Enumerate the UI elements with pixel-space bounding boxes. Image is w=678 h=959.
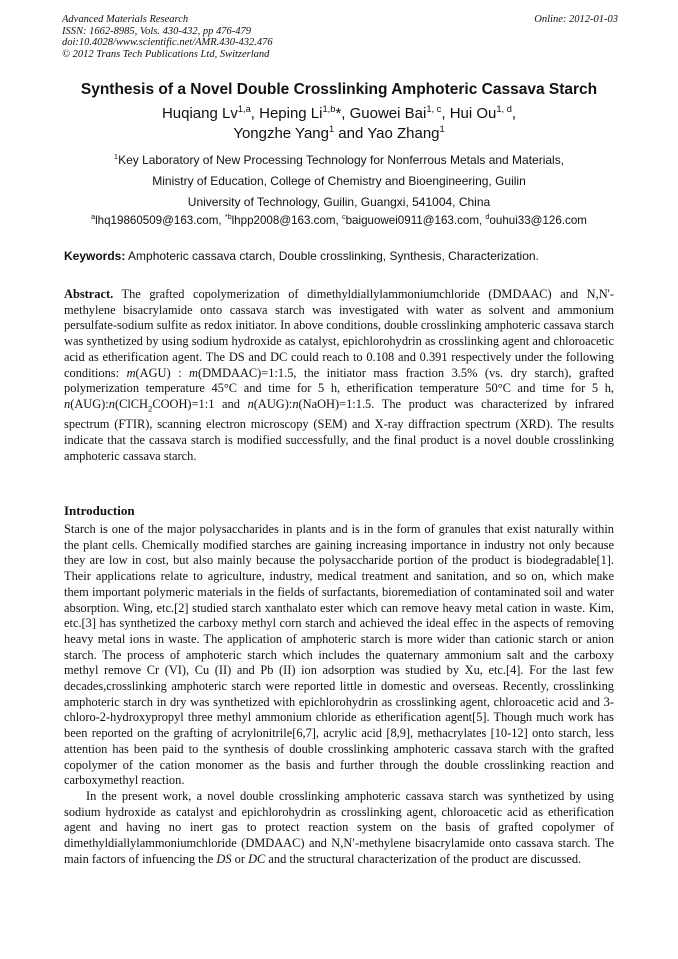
abstract-text: COOH)=1:1 and bbox=[152, 396, 248, 411]
email-sup: d bbox=[485, 212, 490, 222]
abstract-text: (NaOH)=1:1.5. The product was characterized by infrared spectrum (FTIR), scanning electron microscopy (SEM) and X-ray diffraction spectrum (XRD). The results indicate that the cassava starch is modified successfully, and the final product is a novel double crosslinking amphoteric cassava starch. bbox=[64, 396, 614, 463]
author-affil-sup: 1 bbox=[439, 124, 445, 134]
email-sup: c bbox=[342, 212, 346, 222]
doi-line: doi:10.4028/www.scientific.net/AMR.430-432.476 bbox=[62, 37, 273, 48]
copyright-line: © 2012 Trans Tech Publications Ltd, Switzerland bbox=[62, 48, 270, 60]
abstract-var: n bbox=[292, 396, 299, 411]
intro-paragraph bbox=[64, 789, 614, 868]
affiliation bbox=[40, 150, 638, 213]
introduction-body bbox=[64, 522, 614, 867]
journal-header bbox=[62, 14, 618, 60]
affiliation-line: University of Technology, Guilin, Guangxi, 541004, China bbox=[187, 195, 491, 209]
abstract-text: (AGU) : bbox=[135, 365, 190, 380]
author-affil-sup: 1, c bbox=[426, 104, 442, 114]
abstract-var: n bbox=[64, 396, 71, 411]
author-affil-sup: 1, d bbox=[496, 104, 512, 114]
author-separator: , bbox=[441, 105, 450, 122]
intro-text: and the structural characterization of the product are discussed. bbox=[265, 851, 582, 866]
abstract-var: m bbox=[189, 365, 198, 380]
abstract-var: n bbox=[108, 396, 115, 411]
keywords-label: Keywords: bbox=[64, 249, 126, 263]
intro-var: DC bbox=[248, 851, 266, 866]
email-sup: *b bbox=[224, 212, 232, 222]
abstract-text: (ClCH bbox=[114, 396, 148, 411]
abstract-text: (AUG): bbox=[253, 396, 293, 411]
abstract-subscript: 2 bbox=[148, 403, 153, 414]
email-sup: a bbox=[91, 212, 96, 222]
author-name: Heping Li bbox=[259, 105, 323, 122]
author-name: Yongzhe Yang bbox=[233, 125, 329, 142]
author-separator: , bbox=[511, 105, 517, 122]
intro-paragraph: Starch is one of the major polysaccharides in plants and is in the form of granules that exist naturally within the plant cells. Chemically modified starches are gaining increasing importance in industry not only because they are low in cost, but also mainly because the polysaccharide portion of the product is biodegradable[1]. Their applications relate to agriculture, industry, medical treatment and sanitation, and so on, which make them important polymeric materials in the fields of surfactants, bioremediation of contaminated soil and water absorption. Wing, etc.[2] studied starch xanthalato ester which can remove heavy metal cation in waste. Kim, etc.[3] has synthetized the carboxy methyl corn starch and achieved the ideal effec in the aspects of removing heavy metal ions in waste. The application of amphoteric starch is more wider than cationic starch or anion starch. The process of amphoteric starch which includes the quaternary ammonium salt and the carboxy methyl remove Cr (VI), Cu (II) and Pb (II) ion adsorption was studied by Xu, etc.[4]. For the last few decades,crosslinking amphoteric starch were reported little in domestic and overseas. Recently, crosslinking amphoteric starch in dry was synthetized with epichlorohydrin as crosslinking agent, chloroacetic acid and 3-chloro-2-hydroxypropyl three methyl ammonium chloride as etherification agent[5]. Though much work has been reported on the grafting of acrylonitrile[6,7], acrylic acid [8,9], methacrylates [10-12] onto starch, less attention has been paid to the synthesis of double crosslinking amphoteric cassava starch with the grafted copolymer of the cation monomer as the basis and further through the double crosslinking reaction and carboxymethyl reaction. bbox=[64, 522, 614, 788]
author-name: Guowei Bai bbox=[349, 105, 427, 122]
issn-line: ISSN: 1662-8985, Vols. 430-432, pp 476-479 bbox=[62, 25, 251, 37]
email-address: lhpp2008@163.com, bbox=[231, 214, 342, 227]
abstract-text: (AUG): bbox=[70, 396, 109, 411]
journal-name: Advanced Materials Research bbox=[62, 14, 189, 25]
keywords bbox=[64, 248, 620, 264]
online-date: Online: 2012-01-03 bbox=[534, 14, 618, 25]
intro-text: or bbox=[231, 851, 249, 866]
abstract-text: The grafted copolymerization of dimethyldiallylammoniumchloride (DMDAAC) and N,N'-methylene bisacrylamide onto cassava starch was investigated with water as solvent and ammonium persulfate-sodium sulfite as redox initiator. In above conditions, double crosslinking amphoteric cassava starch was synthetized by using sodium hydroxide as catalyst, epichlorohydrin as crosslinking agent and chloroacetic acid as etherification agent. The DS and DC could reach to 0.108 and 0.391 respectively under the following conditions: bbox=[64, 287, 614, 380]
email-list bbox=[40, 213, 638, 229]
abstract-var: n bbox=[247, 396, 254, 411]
author-affil-sup: 1,b bbox=[322, 104, 336, 114]
intro-text: In the present work, a novel double crosslinking amphoteric cassava starch was synthetized by using sodium hydroxide as catalyst and epichlorohydrin as crosslinking agent, chloroacetic acid as etherification agent and having no inert gas to protect reaction system on the basis of grafted copolymer of dimethyldiallylammoniumchloride (DMDAAC) and N,N′-methylene bisacrylamide onto cassava starch. The main factors of infuencing the bbox=[64, 788, 614, 866]
author-name: Hui Ou bbox=[449, 105, 497, 122]
author-separator: *, bbox=[335, 105, 350, 122]
abstract-text: (DMDAAC)=1:1.5, the initiator mass fraction 3.5% (vs. dry starch), grafted polymerization temperature 45°C and time for 5 h, etherification temperature 50°C and time for 5 h, bbox=[64, 365, 614, 396]
introduction-heading: Introduction bbox=[64, 503, 135, 518]
author-separator: and bbox=[334, 125, 368, 142]
email-address: lhq19860509@163.com, bbox=[95, 214, 225, 227]
abstract-label: Abstract. bbox=[64, 287, 114, 301]
abstract bbox=[64, 287, 614, 464]
email-address: ouhui33@126.com bbox=[489, 214, 587, 227]
author-affil-sup: 1,a bbox=[237, 104, 251, 114]
author-list bbox=[40, 104, 638, 144]
affiliation-line: Key Laboratory of New Processing Technology for Nonferrous Metals and Materials, bbox=[118, 153, 565, 167]
email-address: baiguowei0911@163.com, bbox=[345, 214, 486, 227]
affiliation-line: Ministry of Education, College of Chemistry and Bioengineering, Guilin bbox=[152, 174, 526, 188]
intro-var: DS bbox=[216, 851, 232, 866]
abstract-var: m bbox=[126, 365, 136, 380]
author-separator: , bbox=[250, 105, 260, 122]
author-affil-sup: 1 bbox=[328, 124, 335, 134]
keywords-text: Amphoteric cassava ctarch, Double crosslinking, Synthesis, Characterization. bbox=[125, 249, 539, 263]
affiliation-sup: 1 bbox=[113, 152, 119, 161]
author-name: Yao Zhang bbox=[367, 125, 440, 142]
paper-title: Synthesis of a Novel Double Crosslinking Amphoteric Cassava Starch bbox=[80, 81, 598, 98]
author-name: Huqiang Lv bbox=[161, 105, 238, 122]
